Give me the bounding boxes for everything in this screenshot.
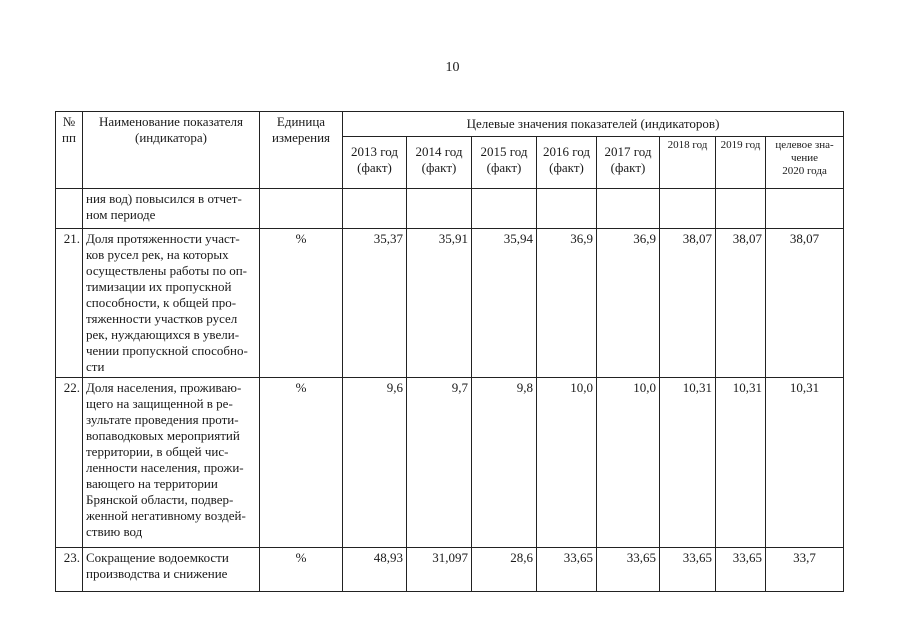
header-name: Наименование показателя (индикатора) — [83, 112, 260, 189]
header-year-7: целевое зна- чение 2020 года — [766, 137, 844, 189]
value-cell: 9,7 — [407, 378, 472, 548]
value-cell: 33,65 — [537, 548, 597, 592]
value-cell: 28,6 — [472, 548, 537, 592]
value-cell: 10,31 — [716, 378, 766, 548]
table-row — [56, 189, 844, 229]
indicator-name: Сокращение водоемкости производства и снижение — [83, 548, 260, 592]
value-cell: 10,0 — [537, 378, 597, 548]
header-year-4: 2017 год (факт) — [597, 137, 660, 189]
row-number — [56, 189, 83, 229]
header-row-1 — [56, 112, 844, 137]
table-row — [56, 378, 844, 548]
value-cell: 38,07 — [716, 229, 766, 378]
value-cell: 10,0 — [597, 378, 660, 548]
page-number: 10 — [445, 60, 460, 75]
table-row — [56, 548, 844, 592]
header-year-2: 2015 год (факт) — [472, 137, 537, 189]
header-no: № пп — [56, 112, 83, 189]
indicator-name: Доля населения, проживаю- щего на защищенной в ре- зультате проведения проти- вопаводковых мероприятий территории, в общей чис- ленности населения, прожи- вающего на территории Брянской области, подвер- женной негативному воздей- ствию вод — [83, 378, 260, 548]
unit-cell: % — [260, 378, 343, 548]
value-cell: 10,31 — [660, 378, 716, 548]
value-cell — [407, 189, 472, 229]
unit-cell: % — [260, 229, 343, 378]
header-unit: Единица измерения — [260, 112, 343, 189]
value-cell — [660, 189, 716, 229]
unit-cell — [260, 189, 343, 229]
value-cell: 33,65 — [716, 548, 766, 592]
value-cell: 38,07 — [660, 229, 716, 378]
value-cell: 9,6 — [343, 378, 407, 548]
value-cell: 10,31 — [766, 378, 844, 548]
indicator-name: ния вод) повысился в отчет- ном периоде — [83, 189, 260, 229]
value-cell: 48,93 — [343, 548, 407, 592]
header-target-values: Целевые значения показателей (индикаторов) — [343, 112, 844, 137]
indicator-name: Доля протяженности участ- ков русел рек, на которых осуществлены работы по оп- тимизации их пропускной способности, к общей про- тяженности участков русел рек, нуждающихся в увели- чении пропускной способно- сти — [83, 229, 260, 378]
value-cell: 31,097 — [407, 548, 472, 592]
value-cell: 33,65 — [597, 548, 660, 592]
value-cell: 35,37 — [343, 229, 407, 378]
value-cell — [343, 189, 407, 229]
row-number: 23. — [56, 548, 83, 592]
row-number: 22. — [56, 378, 83, 548]
indicators-table — [55, 111, 844, 592]
row-number: 21. — [56, 229, 83, 378]
unit-cell: % — [260, 548, 343, 592]
header-year-6: 2019 год — [716, 137, 766, 189]
value-cell: 9,8 — [472, 378, 537, 548]
header-year-5: 2018 год — [660, 137, 716, 189]
value-cell — [766, 189, 844, 229]
value-cell: 35,91 — [407, 229, 472, 378]
header-year-3: 2016 год (факт) — [537, 137, 597, 189]
value-cell: 33,7 — [766, 548, 844, 592]
value-cell — [537, 189, 597, 229]
table-row — [56, 229, 844, 378]
value-cell: 36,9 — [537, 229, 597, 378]
value-cell — [472, 189, 537, 229]
value-cell — [597, 189, 660, 229]
value-cell: 38,07 — [766, 229, 844, 378]
value-cell — [716, 189, 766, 229]
header-year-1: 2014 год (факт) — [407, 137, 472, 189]
header-year-0: 2013 год (факт) — [343, 137, 407, 189]
table-body — [56, 189, 844, 592]
value-cell: 35,94 — [472, 229, 537, 378]
value-cell: 36,9 — [597, 229, 660, 378]
value-cell: 33,65 — [660, 548, 716, 592]
